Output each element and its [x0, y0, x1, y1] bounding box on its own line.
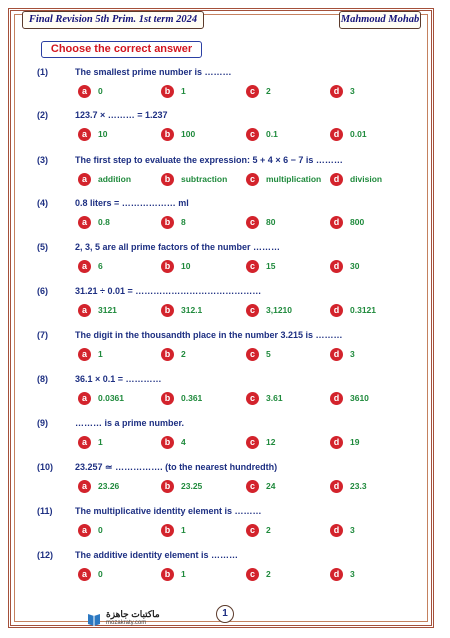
- option-text: 6: [98, 261, 103, 271]
- option-text: 5: [266, 349, 271, 359]
- question-number: (2): [37, 110, 48, 120]
- question-text: 123.7 × ……… = 1.237: [75, 110, 168, 120]
- option-letter-c: c: [246, 304, 259, 317]
- question-text: 0.8 liters = ……………… ml: [75, 198, 189, 208]
- option-letter-d: d: [330, 436, 343, 449]
- option-text: 100: [181, 129, 196, 139]
- option-letter-c: c: [246, 392, 259, 405]
- option-text: 15: [266, 261, 276, 271]
- question-number: (9): [37, 418, 48, 428]
- header-author: Mahmoud Mohab: [339, 11, 421, 29]
- option-letter-a: a: [78, 260, 91, 273]
- question-text: The multiplicative identity element is ………: [75, 506, 262, 516]
- option-text: 2: [266, 86, 271, 96]
- question-7: [0, 330, 450, 370]
- option-text: 8: [181, 217, 186, 227]
- question-text: The first step to evaluate the expression: 5 + 4 × 6 − 7 is ………: [75, 155, 343, 165]
- question-text: 2, 3, 5 are all prime factors of the number ………: [75, 242, 281, 252]
- option-letter-c: c: [246, 85, 259, 98]
- option-text: 0: [98, 86, 103, 96]
- question-text: 31.21 ÷ 0.01 = ……………………………………: [75, 286, 262, 296]
- option-letter-b: b: [161, 173, 174, 186]
- option-text: 2: [266, 525, 271, 535]
- question-text: ……… is a prime number.: [75, 418, 185, 428]
- option-text: 80: [266, 217, 276, 227]
- option-text: 1: [98, 349, 103, 359]
- option-letter-c: c: [246, 480, 259, 493]
- option-text: 3121: [98, 305, 117, 315]
- option-letter-a: a: [78, 85, 91, 98]
- option-letter-d: d: [330, 568, 343, 581]
- question-number: (8): [37, 374, 48, 384]
- option-letter-c: c: [246, 436, 259, 449]
- question-number: (11): [37, 506, 53, 516]
- footer-logo: [86, 609, 166, 629]
- option-letter-d: d: [330, 392, 343, 405]
- question-text: The additive identity element is ………: [75, 550, 239, 560]
- option-letter-b: b: [161, 85, 174, 98]
- option-letter-c: c: [246, 568, 259, 581]
- option-text: 0: [98, 569, 103, 579]
- option-text: 3,1210: [266, 305, 292, 315]
- option-text: 12: [266, 437, 276, 447]
- option-text: 23.26: [98, 481, 120, 491]
- option-text: 30: [350, 261, 360, 271]
- option-letter-d: d: [330, 173, 343, 186]
- option-letter-a: a: [78, 128, 91, 141]
- option-text: 1: [181, 569, 186, 579]
- option-text: 2: [266, 569, 271, 579]
- option-text: 23.25: [181, 481, 203, 491]
- option-text: addition: [98, 174, 132, 184]
- option-letter-a: a: [78, 304, 91, 317]
- option-text: 3.61: [266, 393, 283, 403]
- question-3: [0, 155, 450, 195]
- option-letter-a: a: [78, 480, 91, 493]
- question-number: (6): [37, 286, 48, 296]
- option-text: 3: [350, 86, 355, 96]
- option-text: 3: [350, 569, 355, 579]
- question-text: The smallest prime number is ………: [75, 67, 232, 77]
- question-number: (7): [37, 330, 48, 340]
- option-text: 3: [350, 349, 355, 359]
- option-letter-b: b: [161, 260, 174, 273]
- question-number: (4): [37, 198, 48, 208]
- option-text: 312.1: [181, 305, 203, 315]
- header-title: Final Revision 5th Prim. 1st term 2024: [22, 11, 204, 29]
- option-letter-d: d: [330, 128, 343, 141]
- option-letter-b: b: [161, 480, 174, 493]
- option-letter-a: a: [78, 568, 91, 581]
- option-letter-c: c: [246, 348, 259, 361]
- option-letter-a: a: [78, 392, 91, 405]
- option-letter-d: d: [330, 524, 343, 537]
- option-letter-c: c: [246, 173, 259, 186]
- option-letter-a: a: [78, 436, 91, 449]
- question-number: (10): [37, 462, 54, 472]
- question-8: [0, 374, 450, 414]
- option-text: 0.8: [98, 217, 110, 227]
- option-text: 800: [350, 217, 365, 227]
- option-text: 0.01: [350, 129, 367, 139]
- question-text: 23.257 ≃ ……………. (to the nearest hundredth): [75, 462, 278, 472]
- logo-site: mozakraty.com: [106, 620, 147, 626]
- question-1: [0, 67, 450, 107]
- option-text: 4: [181, 437, 186, 447]
- option-text: 23.3: [350, 481, 367, 491]
- option-letter-d: d: [330, 85, 343, 98]
- question-number: (1): [37, 67, 48, 77]
- option-text: 0.3121: [350, 305, 376, 315]
- option-letter-b: b: [161, 128, 174, 141]
- option-letter-a: a: [78, 216, 91, 229]
- option-text: 0.0361: [98, 393, 124, 403]
- option-text: 10: [98, 129, 108, 139]
- option-text: 1: [181, 86, 186, 96]
- option-text: 10: [181, 261, 191, 271]
- page-number: 1: [216, 605, 234, 623]
- option-letter-a: a: [78, 173, 91, 186]
- option-letter-c: c: [246, 216, 259, 229]
- option-letter-b: b: [161, 348, 174, 361]
- option-letter-b: b: [161, 304, 174, 317]
- option-letter-c: c: [246, 128, 259, 141]
- question-number: (12): [37, 550, 54, 560]
- logo-text: ماكتبات جاهزة: [106, 609, 160, 619]
- option-text: 19: [350, 437, 360, 447]
- question-9: [0, 418, 450, 458]
- option-text: 0.361: [181, 393, 203, 403]
- section-title: Choose the correct answer: [41, 41, 202, 58]
- question-11: [0, 506, 450, 546]
- question-number: (3): [37, 155, 48, 165]
- question-text: 36.1 × 0.1 = …………: [75, 374, 162, 384]
- option-text: 24: [266, 481, 276, 491]
- option-text: 2: [181, 349, 186, 359]
- question-4: [0, 198, 450, 238]
- option-text: multiplication: [266, 174, 322, 184]
- question-2: [0, 110, 450, 150]
- question-5: [0, 242, 450, 282]
- option-letter-b: b: [161, 392, 174, 405]
- option-text: 1: [181, 525, 186, 535]
- option-letter-d: d: [330, 216, 343, 229]
- option-letter-d: d: [330, 260, 343, 273]
- question-6: [0, 286, 450, 326]
- question-number: (5): [37, 242, 48, 252]
- option-letter-d: d: [330, 480, 343, 493]
- option-letter-d: d: [330, 348, 343, 361]
- option-letter-b: b: [161, 216, 174, 229]
- option-letter-a: a: [78, 348, 91, 361]
- option-letter-a: a: [78, 524, 91, 537]
- option-text: 0: [98, 525, 103, 535]
- option-letter-d: d: [330, 304, 343, 317]
- question-text: The digit in the thousandth place in the number 3.215 is ………: [75, 330, 343, 340]
- option-text: division: [350, 174, 383, 184]
- question-10: [0, 462, 450, 502]
- option-letter-b: b: [161, 524, 174, 537]
- option-text: 1: [98, 437, 103, 447]
- option-letter-c: c: [246, 524, 259, 537]
- option-text: subtraction: [181, 174, 228, 184]
- option-text: 3610: [350, 393, 369, 403]
- question-12: [0, 550, 450, 590]
- option-letter-b: b: [161, 568, 174, 581]
- option-text: 3: [350, 525, 355, 535]
- option-letter-b: b: [161, 436, 174, 449]
- option-text: 0.1: [266, 129, 278, 139]
- book-icon: [86, 611, 102, 627]
- option-letter-c: c: [246, 260, 259, 273]
